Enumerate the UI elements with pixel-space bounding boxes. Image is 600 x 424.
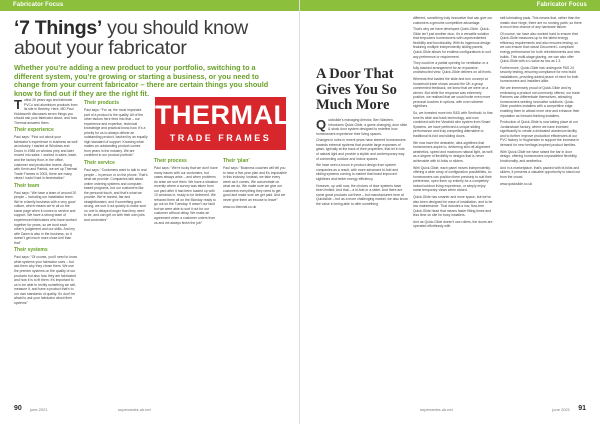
website-link[interactable]: www.co-thermal.co.uk [223, 205, 257, 210]
body-paragraph: With Quick-Glide we have raised the bar in door design, offering homeowners unparalleled flexibility, functionality, and aesthetics. [500, 149, 578, 163]
body-paragraph: Whereas first loaded the slide and turn concept at household trade shows around the UK a group commented feedback, we knew that we were on a winner. But while the response was extremely positive, we realised that we could invite even more personal touches in options, with even slimmer sightlines. [413, 77, 491, 109]
article-standfirst: Whether you’re adding a new product to your portfolio, switching to a different system, you’re growing or starting a business, or you need to change from your current fabricator – there are certain things you should know to find out if they are the right fit. [14, 63, 269, 98]
right-column-1 [316, 118, 408, 209]
body-paragraph: Changes in rules in recent years have steered homeowners towards external systems that provide large expanses of glass, typically at the back of their properties, that let in lots of natural light and provide a stylish and contemporary way of connecting outdoor and indoor spaces. [316, 138, 406, 161]
body-paragraph: Of course, we have also worked hard to ensure that Quick-Glide measures up to the latest energy efficiency requirements and also ensures testing, so we can ensure that robust Document L compliant energy performance for both refurbishments and new builds. This multi-stage glazing, we can also offer Quick-Glide with a u-value as low as 1.3. [500, 31, 580, 64]
section-header-band [300, 0, 600, 11]
section-body: Paul says: “Business coaches will tell you to have a five-year plan and it’s impossible in this industry. Instead, we take every week as it comes. We concentrate on what we do. We make sure we give our customers everything they need to get good and make sure we get paid. And we never give them an excuse to leave” [223, 166, 287, 202]
section-body: Paul says: “For us, the most important part of a product is the quality. All of the other factors here feed into that – our experience and expertise, technical knowledge and practical know-how. It’s a priority for us to always deliver an outstanding product, backed by an equally high standard of support. Knowing what makes an outstanding product comes from years in the industry. We are confident in our product portfolio” [84, 108, 148, 158]
footer-site: supercedes.uk.net [118, 406, 151, 412]
drop-cap: T [14, 97, 22, 112]
left-column-2 [84, 98, 148, 225]
title-accent: ‘7 Things’ [14, 17, 103, 39]
title-rest: you should know about your fabricator [14, 17, 248, 59]
section-body: Paul says: “We’re lucky that we don’t have many issues with our customers, but cases always arise – and when problems do arise we sort them. We have a situation recently where a survey was taken from our yard after it had been loaded up with 10 windows in, ready to be delivered. We retraced them all on the Monday ready to go out on the Tuesday. It wasn’t our fault but we were able to sort it out for our customer without delay. We make an agreement when a customer orders from us and we always finish the job” [154, 166, 219, 225]
body-paragraph: Quickslide’s managing director, Ben Waldren, introduces Quick-Glide, a game-changing, door slide & stock door system designed to redefine how homeowners experience their living spaces. [316, 117, 408, 136]
website-link[interactable]: www.quickslide.co.uk [500, 182, 533, 187]
footer-date: june 2021 [30, 406, 48, 412]
logo-line-1: THERMAL [155, 100, 291, 130]
section-header-band [0, 0, 300, 11]
body-paragraph: And as Quick-Glide doesn’t use rollers, the doors are operated effortlessly with [413, 219, 493, 229]
body-paragraph: We are immensely proud of Quick-Glide and by embracing a product not commonly offered, our trade Partners can differentiate themselves, attracting homeowners seeking innovative solutions. Quick-Glide provides installers with a competitive edge, enabling them to attract more new and enhance their reputation as forward-thinking installers. [500, 86, 580, 118]
article-title [14, 18, 286, 58]
section-heading: Their systems [14, 247, 48, 254]
section-body: Paul says: “We have a team of around 20 people – including our installation team. We’re a family business with a very good culture, which means we’re all on the same page when it comes to service and support. We have a strong team of experienced fabricators who have worked together for years, so we trust each other’s judgement and our skills. And my wife Dawn is also in the business, so it doesn’t get much more close-knit than that” [14, 190, 77, 245]
section-header-label: Fabricator Focus [13, 2, 64, 8]
footer-site: supercedes.uk.net [420, 406, 453, 412]
drop-cap: Q [316, 117, 327, 132]
section-heading: Their team [14, 182, 40, 189]
page-number: 90 [14, 405, 22, 412]
article-title: A Door That Gives You So Much More [316, 66, 397, 113]
body-paragraph: We have seen a boom in product design from system companies as a result, with more advanced bi-fold and sliding systems coming to market that boast improved sightlines and better energy efficiency. [316, 163, 398, 181]
body-paragraph: They could be a partial opening for ventilation or a fully stacked arrangement for an expansive, unobstructed view, Quick-Glide delivers on all fronts. [413, 61, 492, 75]
body-paragraph: And in a marketplace, that’s packed with bi-folds and sliders, it presents a valuable opportunity to stand out from the crowd. [500, 165, 581, 179]
page-footer [300, 405, 600, 415]
left-column-3 [154, 156, 218, 227]
body-paragraph: That’s why we have developed Quick-Glide. Quick-Glide isn’t just another door, it’s a versatile solution that empowers homeowners with unprecedented flexibility and functionality. With its ingenious design featuring multiple independently sliding panels, Quick-Glide allows for endless configurations to suit any preference or requirement. [413, 27, 491, 59]
right-column-3 [500, 16, 582, 189]
section-heading: Their service [84, 160, 115, 167]
body-paragraph: different, something truly innovative that can give our customers a genuine competitive advantage. [413, 16, 493, 25]
right-column-2 [413, 16, 494, 231]
body-paragraph: Furthermore, Quick-Glide has undergone PAS 24 security testing, ensuring compliance for new build installations, providing added peace of mind for both homeowners and installers alike. [500, 65, 579, 84]
section-body: Paul says: “Find out about your fabricator’s experience in business as well as industry. I started at Windows and Doors in 1988 on window prep and later moved into sales. I worked in sales, trade, and the factory floor, in the office, customer and production teams. Along with Kevin and Patrick, we set up Thermal Trade Frames in 2003, there are many views I hadn’t had in fenestration” [14, 135, 78, 181]
body-paragraph: With Quick-Glide, each panel moves independently, offering a wide array of configuration possibilities, so homeowners can position them precisely to suit their preference, open them up entirely for a completely indoor/outdoor living experience, or simply enjoy some temporary views when closed. [413, 165, 492, 193]
intro-paragraph: Tofind 26 years ago and fabricate PVCu and aluminium products from its site in Brierley. Here, MD Paul Holdsworth discusses seven things you should ask your fabricator about, and how Thermal answers them. [14, 97, 78, 125]
section-heading: Their ‘plan’ [223, 158, 250, 164]
section-header-label: Fabricator Focus [536, 2, 587, 8]
logo-line-2: TRADE FRAMES [169, 133, 272, 143]
section-body: Paul says: “Of course, you’ll need to know what systems your fabricator uses – but ask them why they chose them. We use the premier systems on the quality of our products but also how they are fabricated and how it is to fit them. It’s important to us to be able to rectify something we sell, measure it, and have a product that’s to our own standards of quality. So don’t be afraid to ask your fabricator about their systems” [14, 255, 78, 305]
section-heading: Their products [84, 100, 120, 106]
section-heading: Their experience [14, 127, 54, 134]
body-paragraph: So, we invested more into R&D with Senthold, to fine-tune its slide and track technology, and now combined with the Viewfold slim system from Smart Systems, we have perfected a unique sliding performance and truly compelling alternative to traditional bi-fold and sliding doors. [413, 111, 494, 138]
body-paragraph: However, up until now, the choices of door systems have been limited. And that – a bi-fold or a slider. And there are some great products out there – but manufacturers here at Quickslide – but as a more challenging market, we also know the value in being able to offer something [316, 183, 408, 206]
page-footer [0, 405, 300, 415]
page-number: 91 [578, 405, 586, 412]
body-paragraph: We now have the desirable, ultra-sightlines that homeowners aspire to, delivering slim off-alignment aesthetics, speed and maximum natural light, as well as a degree of flexibility in designs that is never achievable with bi-folds or sliders. [413, 140, 493, 163]
left-column-4 [223, 156, 287, 212]
section-body: Paul says: “Customers want to talk to real people – in person or on the phone. That’s what we provide. Companies talk about online ordering systems and computer-based programs, but our customers like the personal touch, and that’s what we provide. We’re honest, fair and straightforward, and if something goes wrong, we sort it out quickly to make sure no one is delayed longer than they need to be, and can get on with their own jobs and customers” [84, 168, 148, 223]
footer-date: june 2021 [552, 406, 570, 412]
thermal-trade-frames-logo [155, 97, 291, 150]
section-heading: Their process [154, 158, 187, 164]
body-paragraph: Quick-Glide has smarter and more space, but we’ve also been designed for ease of installation, and to be low maintenance. That includes a low, flow-free Quick-Glide head that means faster fitting times and less time on site for busy installers. [413, 195, 493, 218]
body-paragraph: self-lubricating pads. This means that, rather than the mastic door hinge, there are no running parts, so there is much less chance of any hardware failure. [500, 16, 582, 30]
left-column-1 [14, 98, 78, 307]
body-paragraph: Production of Quick-Glide is now taking place at our Jordanstown factory, where we have invested significantly to create a dedicated aluminium facility and to further improve production efficiencies at our PVC factory in Hughenden to support the increase in demand for new heritage-inspired product families. [500, 120, 580, 147]
